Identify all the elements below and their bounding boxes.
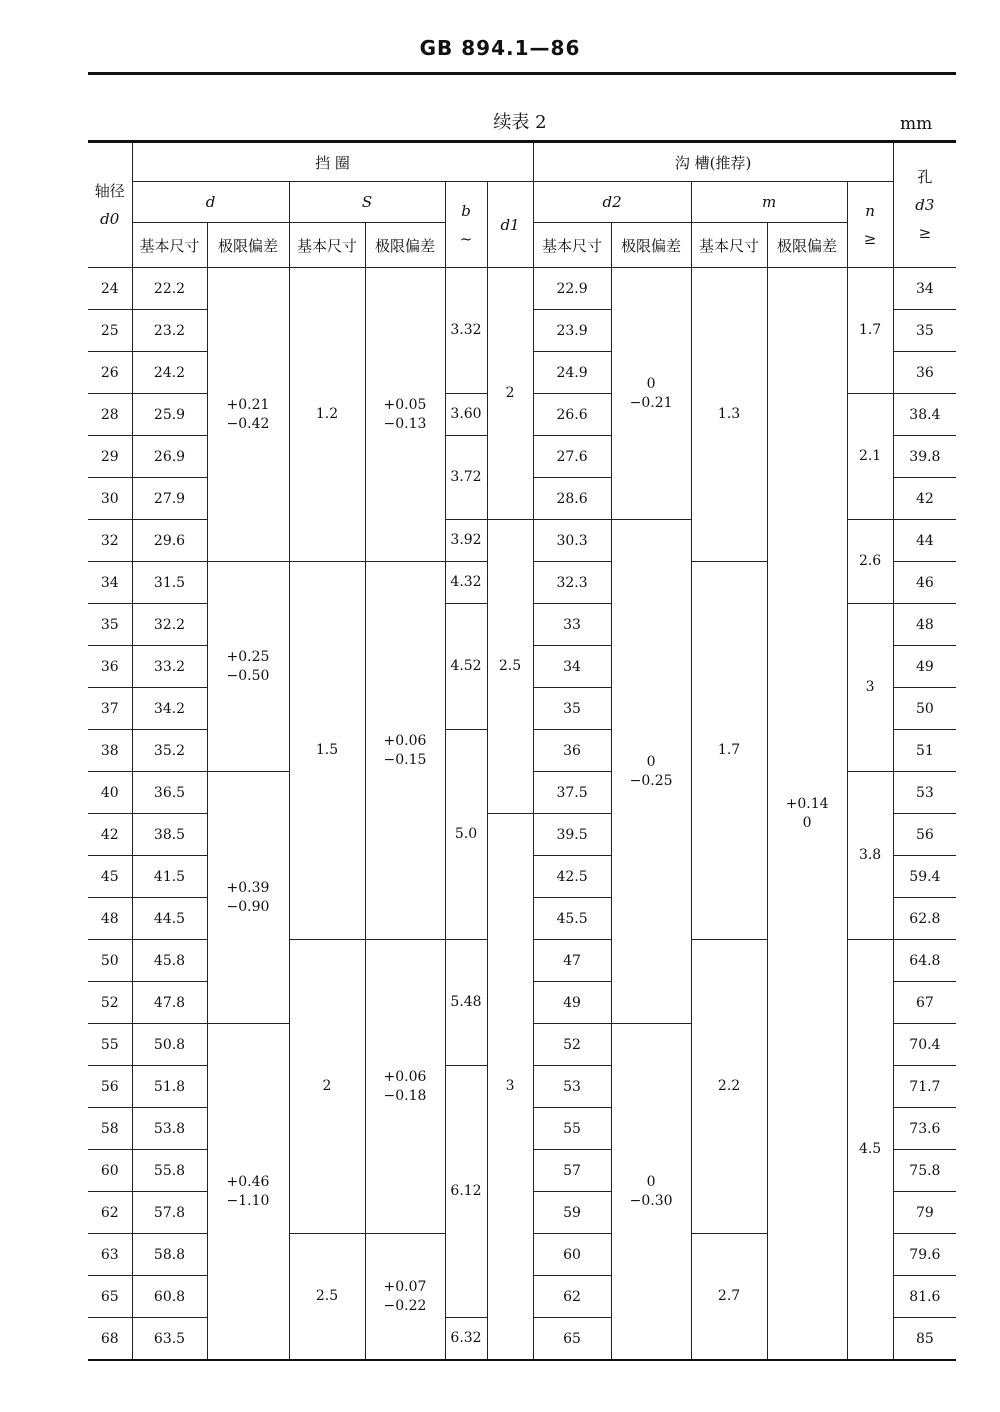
d2-basic-cell: 42.5	[533, 856, 611, 898]
d2-header: d2	[533, 182, 691, 223]
d3-cell: 56	[893, 814, 956, 856]
d-basic-cell: 35.2	[132, 730, 207, 772]
d0-cell: 48	[88, 898, 132, 940]
n-cell: 1.7	[847, 268, 893, 394]
d3-cell: 62.8	[893, 898, 956, 940]
s-tol-header: 极限偏差	[365, 223, 445, 268]
d2-basic-header: 基本尺寸	[533, 223, 611, 268]
d3-cell: 79	[893, 1192, 956, 1234]
b-cell: 6.32	[445, 1318, 487, 1361]
d3-cell: 71.7	[893, 1066, 956, 1108]
d-basic-cell: 32.2	[132, 604, 207, 646]
d-basic-cell: 36.5	[132, 772, 207, 814]
d0-cell: 28	[88, 394, 132, 436]
d3-cell: 79.6	[893, 1234, 956, 1276]
d0-cell: 32	[88, 520, 132, 562]
d3-cell: 50	[893, 688, 956, 730]
s-basic-cell: 1.2	[289, 268, 365, 562]
d2-tol-cell: 0 −0.30	[611, 1024, 691, 1361]
n-header: n ≥	[847, 182, 893, 268]
table-body	[88, 268, 956, 1361]
d-basic-cell: 45.8	[132, 940, 207, 982]
m-basic-header: 基本尺寸	[691, 223, 767, 268]
table-row	[88, 268, 956, 310]
d2-basic-cell: 53	[533, 1066, 611, 1108]
d3-cell: 44	[893, 520, 956, 562]
d2-basic-cell: 34	[533, 646, 611, 688]
d2-basic-cell: 28.6	[533, 478, 611, 520]
d2-basic-cell: 55	[533, 1108, 611, 1150]
m-basic-cell: 2.2	[691, 940, 767, 1234]
d2-basic-cell: 24.9	[533, 352, 611, 394]
d-basic-cell: 60.8	[132, 1276, 207, 1318]
unit-label: mm	[900, 114, 933, 134]
d0-cell: 35	[88, 604, 132, 646]
b-cell: 3.32	[445, 268, 487, 394]
d-basic-cell: 31.5	[132, 562, 207, 604]
d3-cell: 39.8	[893, 436, 956, 478]
shaft-header: 轴径 d0	[88, 142, 132, 268]
d-basic-cell: 27.9	[132, 478, 207, 520]
d-basic-header: 基本尺寸	[132, 223, 207, 268]
d-basic-cell: 34.2	[132, 688, 207, 730]
circlip-dimension-table	[88, 140, 956, 1361]
s-tol-cell: +0.06 −0.18	[365, 940, 445, 1234]
ring-header: 挡 圈	[132, 142, 533, 182]
d3-cell: 48	[893, 604, 956, 646]
d-basic-cell: 63.5	[132, 1318, 207, 1361]
d0-cell: 56	[88, 1066, 132, 1108]
d2-basic-cell: 30.3	[533, 520, 611, 562]
m-basic-cell: 1.7	[691, 562, 767, 940]
d3-cell: 73.6	[893, 1108, 956, 1150]
d2-basic-cell: 37.5	[533, 772, 611, 814]
d3-cell: 85	[893, 1318, 956, 1361]
d0-cell: 50	[88, 940, 132, 982]
d0-cell: 62	[88, 1192, 132, 1234]
b-cell: 5.48	[445, 940, 487, 1066]
d1-cell: 3	[487, 814, 533, 1361]
d0-cell: 25	[88, 310, 132, 352]
d-basic-cell: 55.8	[132, 1150, 207, 1192]
d-basic-cell: 22.2	[132, 268, 207, 310]
m-tol-header: 极限偏差	[767, 223, 847, 268]
d0-cell: 30	[88, 478, 132, 520]
d-basic-cell: 24.2	[132, 352, 207, 394]
m-header: m	[691, 182, 847, 223]
d2-basic-cell: 47	[533, 940, 611, 982]
s-header: S	[289, 182, 445, 223]
d0-cell: 68	[88, 1318, 132, 1361]
d2-basic-cell: 23.9	[533, 310, 611, 352]
d0-cell: 65	[88, 1276, 132, 1318]
d1-header: d1	[487, 182, 533, 268]
d0-cell: 37	[88, 688, 132, 730]
d-basic-cell: 58.8	[132, 1234, 207, 1276]
d3-cell: 53	[893, 772, 956, 814]
d3-cell: 67	[893, 982, 956, 1024]
d-basic-cell: 41.5	[132, 856, 207, 898]
d-tol-header: 极限偏差	[207, 223, 289, 268]
d0-cell: 26	[88, 352, 132, 394]
d-basic-cell: 29.6	[132, 520, 207, 562]
d2-basic-cell: 52	[533, 1024, 611, 1066]
d1-cell: 2.5	[487, 520, 533, 814]
d3-cell: 70.4	[893, 1024, 956, 1066]
d2-tol-cell: 0 −0.21	[611, 268, 691, 520]
s-basic-header: 基本尺寸	[289, 223, 365, 268]
d0-cell: 63	[88, 1234, 132, 1276]
d2-basic-cell: 57	[533, 1150, 611, 1192]
d2-basic-cell: 49	[533, 982, 611, 1024]
s-basic-cell: 2.5	[289, 1234, 365, 1361]
n-cell: 3	[847, 604, 893, 772]
d3-cell: 42	[893, 478, 956, 520]
d0-cell: 58	[88, 1108, 132, 1150]
d-tol-cell: +0.21 −0.42	[207, 268, 289, 562]
d3-cell: 35	[893, 310, 956, 352]
d2-basic-cell: 39.5	[533, 814, 611, 856]
d0-cell: 60	[88, 1150, 132, 1192]
b-cell: 3.60	[445, 394, 487, 436]
d-basic-cell: 44.5	[132, 898, 207, 940]
d-basic-cell: 51.8	[132, 1066, 207, 1108]
b-cell: 3.72	[445, 436, 487, 520]
b-cell: 6.12	[445, 1066, 487, 1318]
m-basic-cell: 1.3	[691, 268, 767, 562]
d3-cell: 51	[893, 730, 956, 772]
n-cell: 3.8	[847, 772, 893, 940]
d3-cell: 36	[893, 352, 956, 394]
d-basic-cell: 25.9	[132, 394, 207, 436]
n-cell: 2.6	[847, 520, 893, 604]
d0-cell: 34	[88, 562, 132, 604]
d2-basic-cell: 22.9	[533, 268, 611, 310]
d3-cell: 75.8	[893, 1150, 956, 1192]
d0-cell: 24	[88, 268, 132, 310]
d-header: d	[132, 182, 289, 223]
s-basic-cell: 2	[289, 940, 365, 1234]
d2-basic-cell: 36	[533, 730, 611, 772]
b-cell: 5.0	[445, 730, 487, 940]
d2-basic-cell: 33	[533, 604, 611, 646]
d3-cell: 46	[893, 562, 956, 604]
doc-header: GB 894.1—86	[419, 36, 581, 60]
s-tol-cell: +0.06 −0.15	[365, 562, 445, 940]
d2-basic-cell: 59	[533, 1192, 611, 1234]
d-tol-cell: +0.39 −0.90	[207, 772, 289, 1024]
d-basic-cell: 38.5	[132, 814, 207, 856]
d0-cell: 52	[88, 982, 132, 1024]
d-basic-cell: 23.2	[132, 310, 207, 352]
d2-tol-cell: 0 −0.25	[611, 520, 691, 1024]
d0-cell: 40	[88, 772, 132, 814]
d0-cell: 29	[88, 436, 132, 478]
d-tol-cell: +0.25 −0.50	[207, 562, 289, 772]
d-basic-cell: 26.9	[132, 436, 207, 478]
d3-cell: 81.6	[893, 1276, 956, 1318]
d2-basic-cell: 60	[533, 1234, 611, 1276]
s-basic-cell: 1.5	[289, 562, 365, 940]
d-basic-cell: 50.8	[132, 1024, 207, 1066]
d2-basic-cell: 62	[533, 1276, 611, 1318]
d0-cell: 36	[88, 646, 132, 688]
d2-basic-cell: 32.3	[533, 562, 611, 604]
d3-cell: 64.8	[893, 940, 956, 982]
b-cell: 3.92	[445, 520, 487, 562]
d0-cell: 38	[88, 730, 132, 772]
m-tol-cell: +0.14 0	[767, 268, 847, 1361]
d-basic-cell: 33.2	[132, 646, 207, 688]
d-basic-cell: 47.8	[132, 982, 207, 1024]
d3-cell: 34	[893, 268, 956, 310]
d-basic-cell: 53.8	[132, 1108, 207, 1150]
s-tol-cell: +0.05 −0.13	[365, 268, 445, 562]
m-basic-cell: 2.7	[691, 1234, 767, 1361]
d3-cell: 59.4	[893, 856, 956, 898]
d0-cell: 42	[88, 814, 132, 856]
d1-cell: 2	[487, 268, 533, 520]
b-cell: 4.32	[445, 562, 487, 604]
header-rule	[88, 72, 956, 75]
b-cell: 4.52	[445, 604, 487, 730]
n-cell: 2.1	[847, 394, 893, 520]
d0-cell: 55	[88, 1024, 132, 1066]
d2-basic-cell: 35	[533, 688, 611, 730]
d2-basic-cell: 65	[533, 1318, 611, 1361]
groove-header: 沟 槽(推荐)	[533, 142, 893, 182]
s-tol-cell: +0.07 −0.22	[365, 1234, 445, 1361]
b-header: b ~	[445, 182, 487, 268]
d2-basic-cell: 26.6	[533, 394, 611, 436]
d2-tol-header: 极限偏差	[611, 223, 691, 268]
d2-basic-cell: 27.6	[533, 436, 611, 478]
hole-header: 孔 d3 ≥	[893, 142, 956, 268]
n-cell: 4.5	[847, 940, 893, 1361]
d-tol-cell: +0.46 −1.10	[207, 1024, 289, 1361]
d0-cell: 45	[88, 856, 132, 898]
d3-cell: 49	[893, 646, 956, 688]
d2-basic-cell: 45.5	[533, 898, 611, 940]
d-basic-cell: 57.8	[132, 1192, 207, 1234]
d3-cell: 38.4	[893, 394, 956, 436]
table-caption: 续表 2	[493, 112, 547, 133]
